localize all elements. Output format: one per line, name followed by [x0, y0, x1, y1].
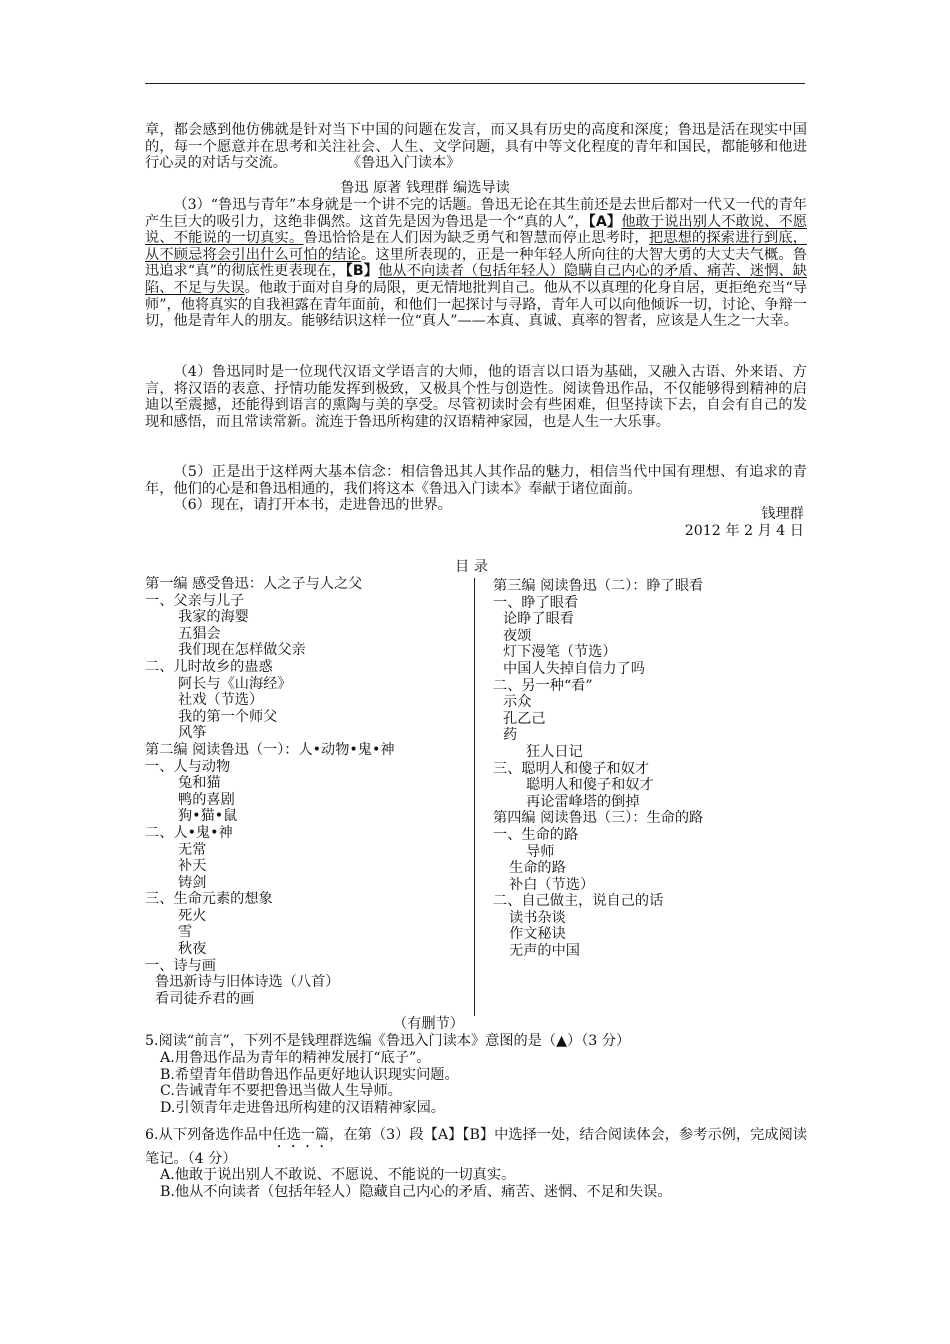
toc-entry: 孔乙己 [503, 710, 546, 727]
byline: 鲁迅 原著 钱理群 编选导读 [340, 180, 510, 196]
date: 2012 年 2 月 4 日 [684, 523, 804, 539]
toc-divider [474, 578, 475, 1016]
toc-entry: 中国人失掉自信力了吗 [503, 660, 645, 677]
toc-entry: 二、另一种“看” [493, 677, 593, 694]
intro-text: 章，都会感到他仿佛就是针对当下中国的问题在发言，而又具有历史的高度和深度；鲁迅是活在现实中国的，每一个愿意并在思考和关注社会、人生、文学问题，具有中等文化程度的青年和国民，都能够和他进行心灵的对话与交流。 [145, 122, 807, 172]
toc-entry: 社戏（节选） [178, 692, 264, 709]
paragraph-4: （4）鲁迅同时是一位现代汉语文学语言的大师，他的语言以口语为基础，又融入古语、外来语、方言，将汉语的表意、抒情功能发挥到极致，又极具个性与创造性。阅读鲁迅作品，不仅能够得到精神的启迪以至震撼，还能得到语言的熏陶与美的享受。尽管初读时会有些困难，但坚持读下去，自会有自己的发现和感悟，而且常读常新。流连于鲁迅所构建的汉语精神家园，也是人生一大乐事。 [145, 364, 807, 430]
answer-option: B.希望青年借助鲁迅作品更好地认识现实问题。 [160, 1066, 459, 1083]
toc-entry: 秋夜 [178, 941, 207, 958]
mark-b: 【B】 [345, 263, 379, 280]
answer-option: D.引领青年走进鲁迅所构建的汉语精神家园。 [160, 1099, 445, 1116]
answer-option: B.他从不向读者（包括年轻人）隐藏自己内心的矛盾、痛苦、迷惘、不足和失误。 [160, 1183, 672, 1200]
answer-option: A.他敢于说出别人不敢说、不愿说、不能说的一切真实。 [160, 1167, 516, 1183]
q6-emphasis: 任选一篇 [272, 1127, 330, 1143]
toc-right-column [493, 578, 703, 960]
toc-entry: 阿长与《山海经》 [178, 675, 292, 692]
toc-left-column [145, 576, 395, 1007]
q6-text-a: 6.从下列备选作品中 [145, 1127, 273, 1143]
toc-entry: 一、诗与画 [145, 957, 216, 974]
p3-text-a: （3）“鲁迅与青年”本身就是一个讲不完的话题。鲁迅无论在其生前还是去世后都对一代又一代的青年产生巨大的吸引力，这绝非偶然。这首先是因为鲁迅是一个“真的人”， [145, 197, 807, 230]
toc-entry: 导师 [526, 843, 555, 860]
paragraph-5: （5）正是出于这样两大基本信念：相信鲁迅其人其作品的魅力，相信当代中国有理想、有追求的青年，他们的心是和鲁迅相通的，我们将这本《鲁迅入门读本》奉献于诸位面前。 [145, 464, 807, 497]
toc-entry: 铸剑 [178, 874, 207, 891]
toc-entry: 药 [503, 727, 518, 744]
toc-entry: 二、自己做主，说自己的话 [493, 893, 664, 910]
toc-entry: 灯下漫笔（节选） [503, 644, 617, 661]
p3-text-c: 。这里所表现的，正是一种年轻人所向往的大智大勇的大丈夫气概。鲁迅追求“真”的彻底性更表现在， [145, 246, 807, 280]
toc-entry: 雪 [178, 924, 193, 941]
underlined-a: 他敢于说出别人不敢说、不愿说、不能说的一切真实。 [145, 213, 807, 247]
toc-entry: 鲁迅新诗与旧体诗选（八首） [155, 974, 340, 991]
intro-paragraph [145, 122, 807, 172]
toc-entry: 一、父亲与儿子 [145, 592, 245, 609]
toc-entry: 狂人日记 [526, 743, 583, 760]
mark-a: 【A】 [588, 213, 622, 230]
toc-entry: 论睁了眼看 [503, 611, 574, 628]
answer-option: A.用鲁迅作品为青年的精神发展打“底子”。 [160, 1050, 431, 1066]
underlined-b: 他从不向读者（包括年轻人）隐瞒自己内心的矛盾、痛苦、迷惘、缺陷、不足与失误 [145, 263, 807, 296]
toc-entry: 第一编 感受鲁迅：人之子与人之父 [145, 576, 363, 592]
toc-entry: 读书杂谈 [509, 909, 566, 926]
toc-entry: 狗•猫•鼠 [178, 808, 238, 825]
toc-entry: 示众 [503, 694, 532, 711]
toc-entry: 我们现在怎样做父亲 [178, 642, 306, 659]
toc-entry: 二、人•鬼•神 [145, 824, 233, 841]
toc-title: 目 录 [455, 559, 488, 575]
toc-entry: 五猖会 [178, 625, 221, 642]
author-name: 钱理群 [761, 506, 804, 522]
toc-entry: 再论雷峰塔的倒掉 [526, 793, 640, 810]
toc-entry: 死火 [178, 907, 207, 924]
toc-entry: 第三编 阅读鲁迅（二）：睁了眼看 [493, 578, 704, 594]
toc-entry: 第四编 阅读鲁迅（三）：生命的路 [493, 810, 704, 827]
question-5: 5.阅读“前言”，下列不是钱理群选编《鲁迅入门读本》意图的是（▲）（3 分） [145, 1033, 631, 1049]
toc-entry: 三、生命元素的想象 [145, 891, 273, 908]
question-6 [145, 1127, 807, 1168]
p3-text-d: 。他敢于面对自身的局限，更无情地批判自己。他从不以真理的化身自居，更拒绝充当“导师”，他将真实的自我袒露在青年面前，和他们一起探讨与寻路，青年人可以向他倾诉一切，讨论、争辩一切，他是青年人的朋友。能够结识这样一位“真人”——本真、真诚、真率的智者，应该是人生之一大幸。 [145, 279, 807, 330]
question-6-options [160, 1167, 672, 1200]
paragraph-3 [145, 197, 807, 330]
toc-entry: 无常 [178, 841, 207, 858]
toc-entry: 一、生命的路 [493, 826, 579, 843]
toc-entry: 看司徒乔君的画 [155, 990, 255, 1007]
answer-option: C.告诫青年不要把鲁迅当做人生导师。 [160, 1083, 402, 1100]
toc-entry: 聪明人和傻子和奴才 [526, 777, 654, 794]
toc-entry: 我的第一个师父 [178, 708, 278, 725]
toc-entry: 兔和猫 [178, 775, 221, 792]
header-rule [145, 83, 805, 84]
toc-entry: 补白（节选） [509, 876, 595, 893]
toc-entry: 一、睁了眼看 [493, 594, 579, 611]
p3-text-b: 鲁迅恰恰是在人们因为缺乏勇气和智慧而停止思考时， [303, 230, 649, 247]
toc-entry: 我家的海婴 [178, 609, 249, 626]
question-5-options [160, 1050, 459, 1116]
underlined-thought: 把思想的探索进行到底，从不顾忌将会引出什么可怕的结论 [145, 230, 807, 263]
toc-entry: 二、儿时故乡的蛊惑 [145, 658, 273, 675]
toc-entry: 三、聪明人和傻子和奴才 [493, 760, 650, 777]
toc-entry: 一、人与动物 [145, 758, 231, 775]
book-title: 《鲁迅入门读本》 [346, 155, 461, 172]
toc-entry: 作文秘诀 [509, 926, 566, 943]
paragraph-6: （6）现在，请打开本书，走进鲁迅的世界。 [173, 497, 452, 513]
toc-entry: 无声的中国 [509, 943, 580, 960]
toc-entry: 鸭的喜剧 [178, 791, 235, 808]
toc-entry: 第二编 阅读鲁迅（一）：人•动物•鬼•神 [145, 741, 395, 758]
toc-entry: 夜颂 [503, 627, 532, 644]
toc-note: （有删节） [393, 1016, 464, 1032]
toc-entry: 生命的路 [509, 860, 566, 877]
q6-text-b: ，在第（3）段【A】【B】中选择一处，结合阅读体会，参考示例，完成阅读笔记。（4 分） [145, 1127, 807, 1167]
toc-entry: 风筝 [178, 725, 207, 742]
toc-entry: 补天 [178, 858, 207, 875]
